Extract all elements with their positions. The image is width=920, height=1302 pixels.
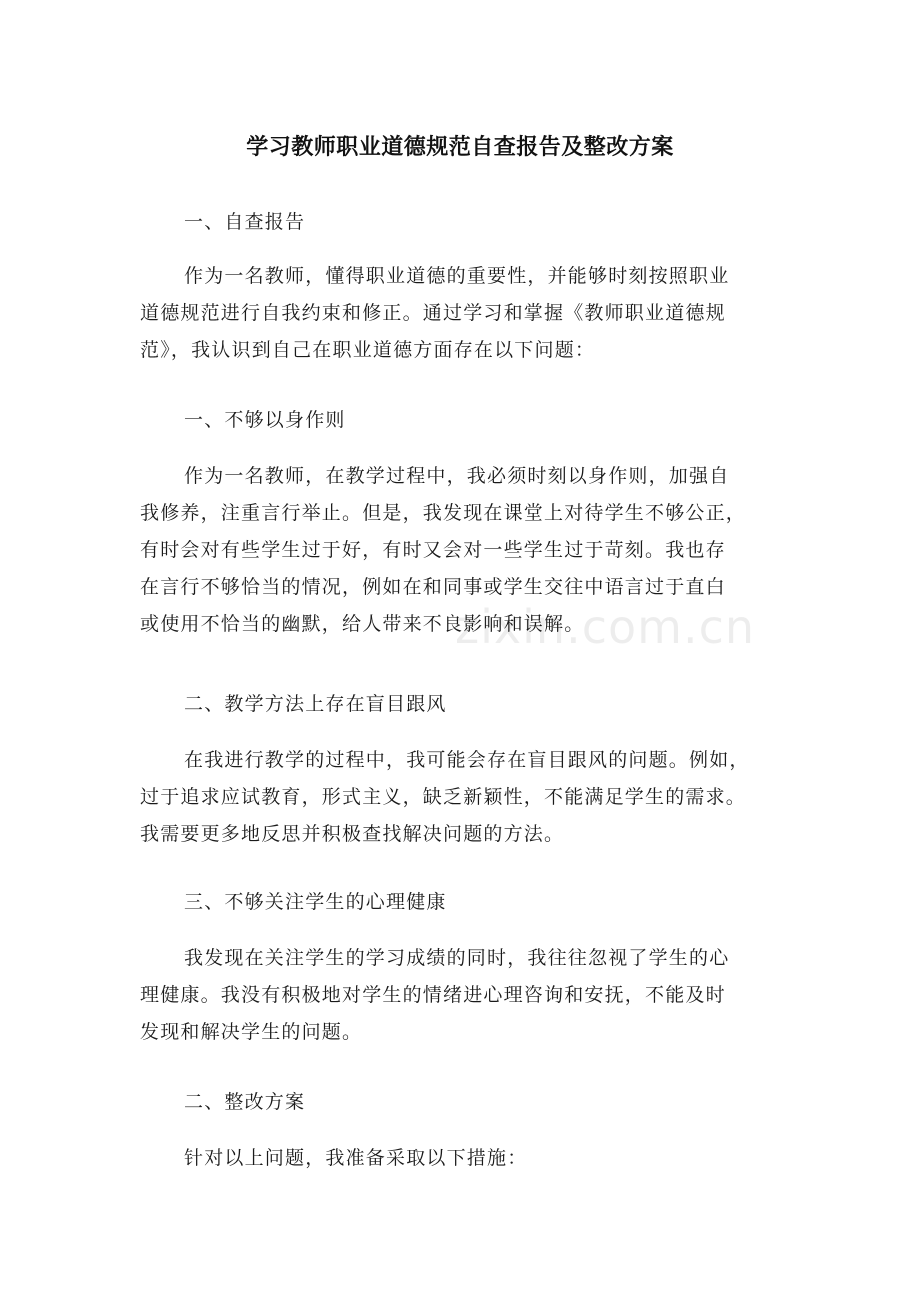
text-line: 针对以上问题，我准备采取以下措施：: [184, 1147, 528, 1169]
text-line: 作为一名教师，懂得职业道德的重要性，并能够时刻按照职业: [184, 265, 730, 287]
document-title: 学习教师职业道德规范自查报告及整改方案: [246, 135, 674, 160]
text-line: 二、整改方案: [184, 1091, 306, 1113]
paragraph-rectification-heading: [140, 1084, 800, 1121]
text-line: 二、教学方法上存在盲目跟风: [184, 693, 447, 715]
text-line: 我修养，注重言行举止。但是，我发现在课堂上对待学生不够公正，: [140, 502, 747, 524]
text-line: 在我进行教学的过程中，我可能会存在盲目跟风的问题。例如，: [184, 749, 750, 771]
text-line: 范》，我认识到自己在职业道德方面存在以下问题：: [140, 339, 596, 361]
text-line: 有时会对有些学生过于好，有时又会对一些学生过于苛刻。我也存: [140, 539, 726, 561]
text-line: 在言行不够恰当的情况，例如在和同事或学生交往中语言过于直白: [140, 576, 726, 598]
text-line: 理健康。我没有积极地对学生的情绪进心理咨询和安抚，不能及时: [140, 984, 726, 1006]
paragraph-measures-intro: [140, 1140, 800, 1177]
paragraph-issue-3-heading: [140, 884, 800, 921]
text-line: 过于追求应试教育，形式主义，缺乏新颖性，不能满足学生的需求。: [140, 786, 747, 808]
paragraph-issue-2-body: [140, 742, 800, 853]
text-line: 道德规范进行自我约束和修正。通过学习和掌握《教师职业道德规: [140, 302, 726, 324]
paragraph-issue-3-body: [140, 940, 800, 1051]
text-line: 一、自查报告: [184, 211, 306, 233]
paragraph-self-check-heading: [140, 204, 800, 241]
text-line: 作为一名教师，在教学过程中，我必须时刻以身作则，加强自: [184, 465, 730, 487]
text-line: 我发现在关注学生的学习成绩的同时，我往往忽视了学生的心: [184, 947, 730, 969]
paragraph-intro: [140, 258, 800, 369]
watermark: zixin.com.cn: [455, 600, 756, 654]
text-line: 发现和解决学生的问题。: [140, 1021, 363, 1043]
text-line: 三、不够关注学生的心理健康: [184, 891, 447, 913]
text-line: 一、不够以身作则: [184, 409, 346, 431]
paragraph-issue-1-body: [140, 458, 800, 643]
paragraph-issue-2-heading: [140, 686, 800, 723]
paragraph-issue-1-heading: [140, 402, 800, 439]
text-line: 或使用不恰当的幽默，给人带来不良影响和误解。: [140, 613, 585, 635]
text-line: 我需要更多地反思并积极查找解决问题的方法。: [140, 823, 565, 845]
